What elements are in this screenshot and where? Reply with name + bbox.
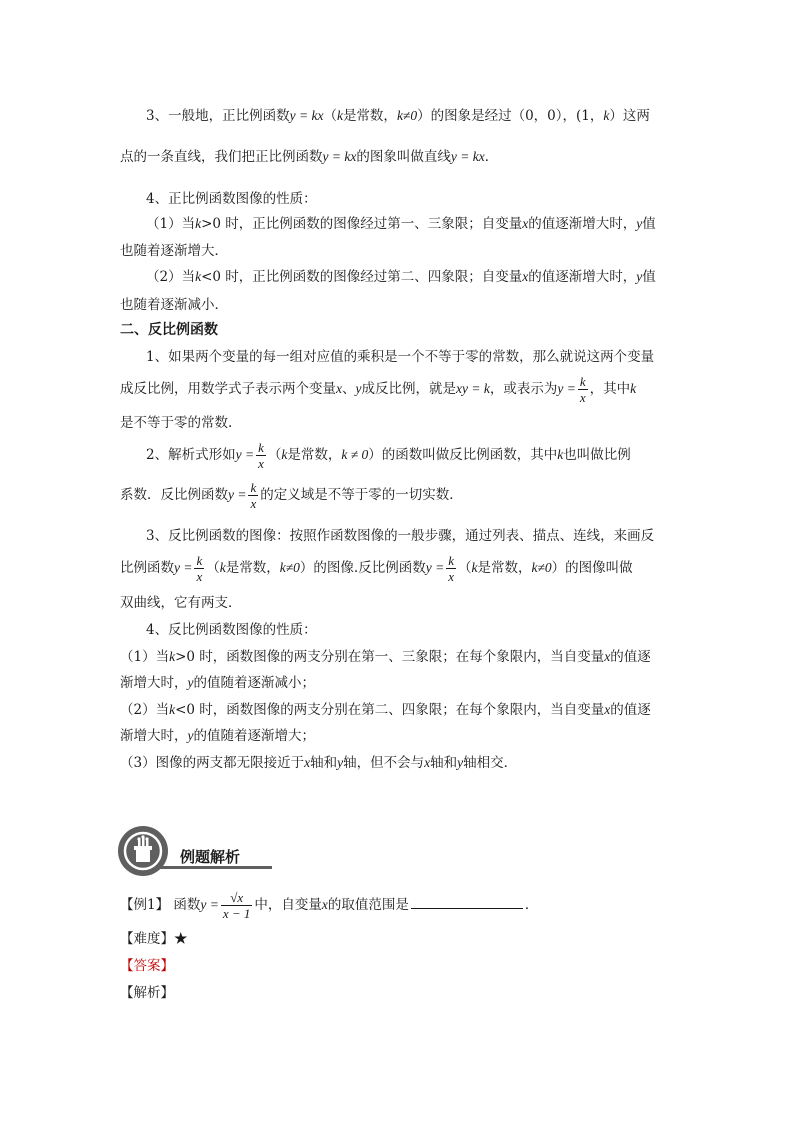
- p3-line1: 3、一般地，正比例函数y = kx（k是常数，k≠0）的图象是经过（0，0），(1，k）这两: [146, 108, 650, 124]
- p4-case2-line1: （2）当k<0 时，正比例函数的图像经过第二、四象限；自变量x的值逐渐增大时，y值: [146, 269, 656, 285]
- fraction-k-over-x: $\frac{k}{x}$: [250, 480, 257, 511]
- fraction-k-over-x: $\frac{k}{x}$: [196, 553, 203, 584]
- fraction-k-over-x: $\frac{k}{x}$: [579, 374, 586, 405]
- r4-title: 4、反比例函数图像的性质：: [146, 622, 317, 638]
- p4-title: 4、正比例函数图像的性质：: [146, 191, 317, 207]
- r4-case2-line1: （2）当k<0 时，函数图像的两支分别在第二、四象限；在每个象限内，当自变量x的值逐: [120, 702, 651, 718]
- r3-line3: 双曲线，它有两支．: [120, 595, 242, 611]
- r1-line1: 1、如果两个变量的每一组对应值的乘积是一个不等于零的常数，那么就说这两个变量: [146, 349, 655, 365]
- star-icon: ★: [174, 931, 188, 947]
- r4-case3-line1: （3）图像的两支都无限接近于x轴和y轴，但不会与x轴和y轴相交．: [120, 755, 518, 771]
- p4-case2-line2: 也随着逐渐减小．: [120, 297, 228, 313]
- r4-case2-line2: 渐增大时，y的值随着逐渐增大；: [120, 728, 315, 744]
- fraction-k-over-x: $\frac{k}{x}$: [448, 553, 454, 584]
- r4-case1-line1: （1）当k>0 时，函数图像的两支分别在第一、三象限；在每个象限内，当自变量x的值逐: [120, 649, 651, 665]
- p3-line2: 点的一条直线，我们把正比例函数y = kx的图象叫做直线y = kx．: [120, 149, 499, 165]
- answer-label: 【答案】: [120, 958, 174, 974]
- example-1-question: 【例1】 函数y = $\frac{√x}{x - 1}$ 中，自变量x的取值范围是 ．: [120, 890, 539, 921]
- r2-line2: 系数．反比例函数y = $\frac{k}{x}$ 的定义域是不等于零的一切实数．: [120, 480, 463, 511]
- r3-line1: 3、反比例函数的图像：按照作函数图像的一般步骤，通过列表、描点、连线，来画反: [146, 528, 655, 544]
- p4-case1-line1: （1）当k>0 时，正比例函数的图像经过第一、三象限；自变量x的值逐渐增大时，y值: [146, 216, 656, 232]
- section-heading: 二、反比例函数: [120, 322, 218, 338]
- difficulty: 【难度】★: [120, 931, 188, 947]
- analysis-label: 【解析】: [120, 985, 174, 1001]
- r1-line3: 是不等于零的常数.: [120, 415, 233, 431]
- answer-blank[interactable]: [411, 894, 523, 909]
- fraction-sqrt-x-over-x-minus-1: $\frac{√x}{x - 1}$: [222, 890, 251, 921]
- r3-line2: 比例函数y = $\frac{k}{x}$ （k是常数，k≠0）的图像.反比例函数y = $\frac{k}{x}$ （k是常数，k≠0）的图像叫做: [120, 553, 633, 584]
- example-section-title: 例题解析: [180, 848, 241, 866]
- p4-case1-line2: 也随着逐渐增大．: [120, 243, 228, 259]
- r4-case1-line2: 渐增大时，y的值随着逐渐减小；: [120, 675, 315, 691]
- r2-line1: 2、解析式形如y = $\frac{k}{x}$ （k是常数，k ≠ 0）的函数叫做反比例函数，其中k也叫做比例: [146, 440, 631, 471]
- r1-line2: 成反比例，用数学式子表示两个变量x、y成反比例，就是xy = k，或表示为y = $\frac{k}{x}$ ，其中k: [120, 374, 637, 405]
- fraction-k-over-x: $\frac{k}{x}$: [258, 440, 264, 471]
